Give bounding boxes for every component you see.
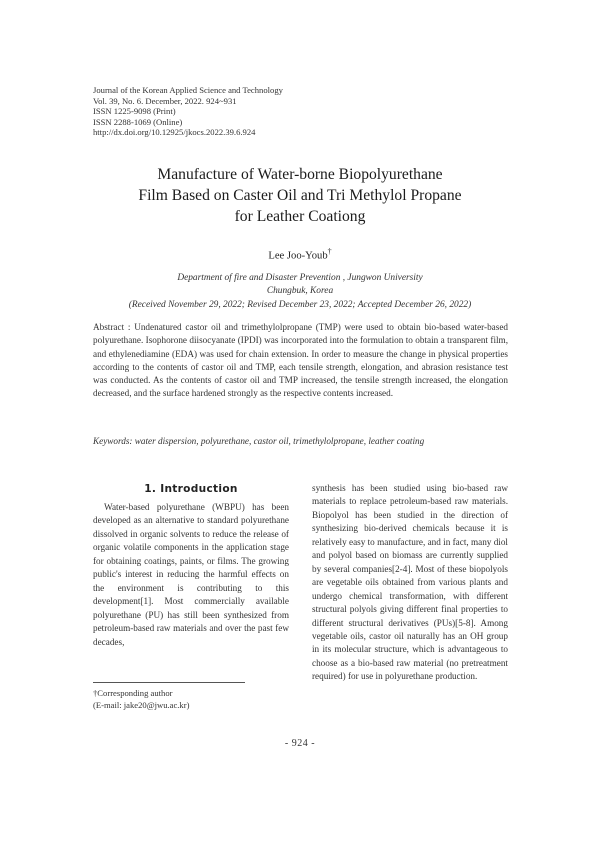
abstract-label: Abstract : <box>93 322 131 332</box>
paper-title <box>0 164 600 227</box>
footnote-corresponding: †Corresponding author <box>93 688 173 698</box>
journal-volume: Vol. 39, No. 6. December, 2022. 924~931 <box>93 95 237 106</box>
author-name: Lee Joo-Youb <box>268 250 328 262</box>
intro-paragraph-right: synthesis has been studied using bio-based raw materials to replace petroleum-based raw materials. Biopolyol has been studied in the direction of synthesizing bio-derived chemicals because it is relatively easy to manufacture, and in fact, many diol and polyol based on biomass are currently supplied by several companies[2-4]. Most of these biopolyols are vegetable oils obtained from various plants and undergo chemical transformation, with different structural polyols giving different final properties to different structural derivatives (PUs)[5-8]. Among vegetable oils, castor oil naturally has an OH group in its molecular structure, which is advantageous to choose as a bio-based raw material (no pretreatment required) for use in polyurethane production. <box>312 483 508 682</box>
issn-print: ISSN 1225-9098 (Print) <box>93 106 176 117</box>
footnote-email: (E-mail: jake20@jwu.ac.kr) <box>93 699 190 710</box>
issn-online: ISSN 2288-1069 (Online) <box>93 116 183 127</box>
doi-link[interactable]: http://dx.doi.org/10.12925/jkocs.2022.39.6.924 <box>93 127 256 138</box>
submission-dates: (Received November 29, 2022; Revised December 23, 2022; Accepted December 26, 2022) <box>128 299 472 310</box>
affiliation-line-2: Chungbuk, Korea <box>266 286 334 297</box>
abstract-text: Undenatured castor oil and trimethylolpropane (TMP) were used to obtain bio-based water-based polyurethane. Isophorone diisocyanate (IPDI) was incorporated into the formulation to obtain a transparent film, and ethylenediamine (EDA) was used for chain extension. In order to measure the change in physical properties according to the contents of castor oil and TMP, each tensile strength, elongation, and abrasion resistance test was conducted. As the contents of castor oil and TMP increased, the tensile strength increased, the elongation decreased, and the surface hardened strongly as the respective contents increased. <box>93 322 509 399</box>
affiliation <box>0 272 600 312</box>
title-line-1: Manufacture of Water-borne Biopolyurethane <box>157 166 443 183</box>
intro-paragraph-left: Water-based polyurethane (WBPU) has been developed as an alternative to standard polyurethane dissolved in organic solvents to reduce the release of organic volatile components in the application stage for obtaining coatings, paints, or films. The growing public's interest in reducing the harmful effects on the environment is contributing to this development[1]. Most commercially available polyurethane (PU) has still been synthesized from petroleum-based raw materials and over the past few decades, <box>93 502 289 647</box>
journal-header <box>93 85 283 138</box>
column-right <box>312 482 508 684</box>
keywords: Keywords: water dispersion, polyurethane, castor oil, trimethylolpropane, leather coating <box>93 436 425 446</box>
title-line-2: Film Based on Caster Oil and Tri Methylol Propane <box>138 187 462 204</box>
footnote <box>93 688 189 712</box>
abstract <box>93 321 508 401</box>
footnote-divider <box>93 682 245 683</box>
section-heading-introduction: 1. Introduction <box>144 483 238 495</box>
journal-name: Journal of the Korean Applied Science and Technology <box>93 85 283 95</box>
author-line <box>0 247 600 262</box>
column-left <box>93 501 289 649</box>
affiliation-line-1: Department of fire and Disaster Prevention , Jungwon University <box>177 273 423 283</box>
corresponding-mark: † <box>327 247 332 256</box>
title-line-3: for Leather Coationg <box>234 208 366 225</box>
page-number: - 924 - <box>284 738 316 749</box>
